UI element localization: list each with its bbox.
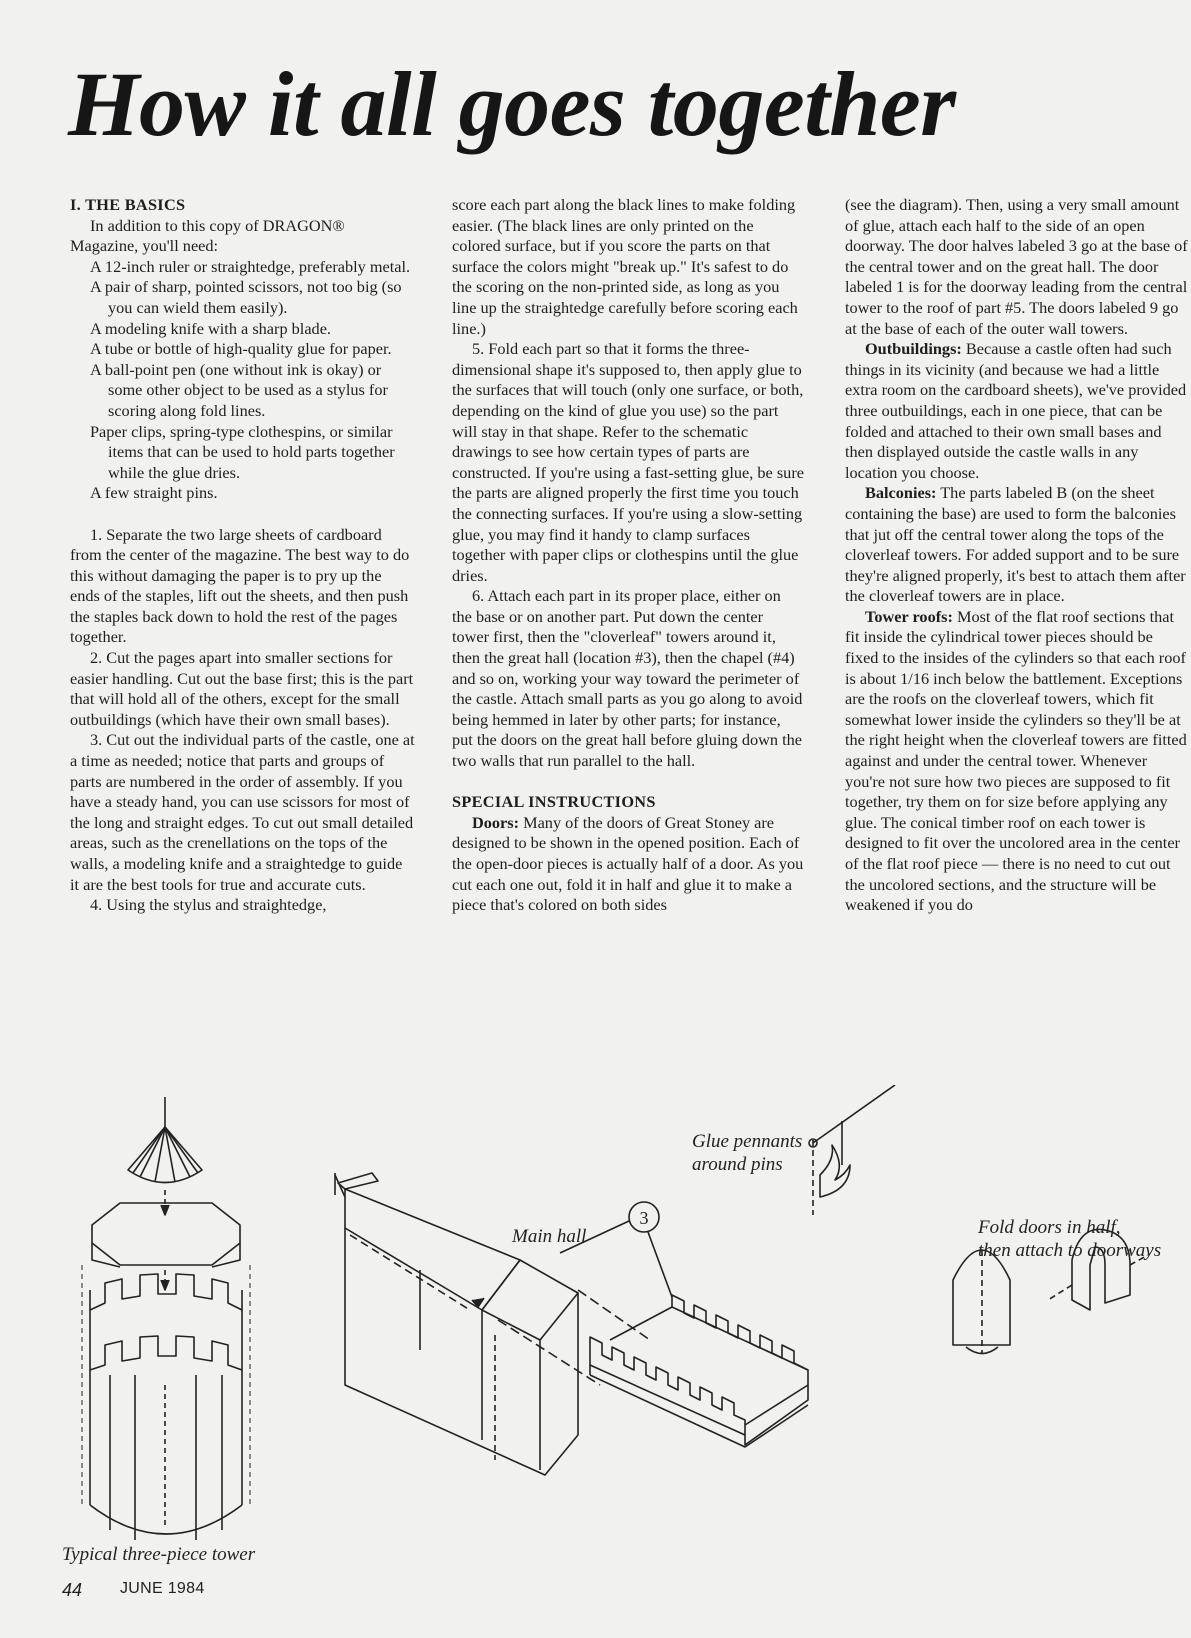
- page-number: 44: [62, 1580, 83, 1600]
- glue-pennants-label: [692, 1130, 802, 1176]
- tower-roofs-paragraph: [845, 607, 1190, 916]
- list-item: A ball-point pen (one without ink is okay) or some other object to be used as a stylus for scoring along fold lines.: [90, 359, 388, 420]
- main-hall-label: Main hall: [512, 1226, 587, 1247]
- main-hall-drawing: [335, 1173, 650, 1475]
- wall-pieces-drawing: [590, 1295, 808, 1447]
- tower-cylinder-drawing: [82, 1265, 250, 1540]
- step-2: 2. Cut the pages apart into smaller sections for easier handling. Cut out the base first; this is the part that will hold all of the others, except for the small outbuildings (which have their own small bases).: [70, 648, 414, 729]
- marker-3-callout: [560, 1202, 672, 1297]
- balconies-label: Balconies:: [865, 483, 937, 503]
- glue-pennants-line-1: Glue pennants: [692, 1131, 803, 1152]
- flat-roof-drawing: [92, 1203, 240, 1290]
- tower-roofs-text: Most of the flat roof sections that fit inside the cylindrical tower pieces should be fixed to the insides of the cylinders so that each roof is about 1/16 inch below the battlement. Exceptions are the roofs on the cloverleaf towers, which fit somewhat lower inside the cylinders so they'll be at the right height when the cloverleaf towers are fitted against and under the central tower. Whenever you're not sure how two pieces are supposed to fit together, try them on for size before applying any glue. The conical timber roof on each tower is designed to fit over the uncolored area in the center of the flat roof piece — there is no need to cut out the uncolored sections, and the structure will be weakened if you do: [845, 606, 1187, 915]
- basics-intro: In addition to this copy of DRAGON® Magazine, you'll need:: [70, 215, 345, 256]
- step-1: 1. Separate the two large sheets of cardboard from the center of the magazine. The best way to do this without damaging the paper is to pry up the ends of the staples, lift out the sheets, and then push the staples back down to hold the rest of the pages together.: [70, 524, 410, 647]
- column-3: [845, 195, 1190, 916]
- outbuildings-paragraph: [845, 339, 1190, 483]
- tower-roofs-label: Tower roofs:: [865, 606, 953, 626]
- step-6: 6. Attach each part in its proper place, either on the base or on another part. Put down the center tower first, then the "cloverleaf" towers around it, then the great hall (location #3), then the chapel (#4) and so on, working your way toward the perimeter of the castle. Attach small parts as you go along to avoid being hemmed in later by other parts; for instance, put the doors on the great hall before gluing down the two walls that run parallel to the hall.: [452, 586, 803, 771]
- conical-roof-drawing: [128, 1097, 202, 1215]
- column-2: [452, 195, 804, 916]
- step-4-continued: score each part along the black lines to make folding easier. (The black lines are only printed on the colored surface, but if you score the parts on that surface the colors might "break up." It's safest to do the scoring on the non-printed side, as long as you line up the straightedge carefully before scoring each line.): [452, 195, 798, 338]
- list-item: A tube or bottle of high-quality glue for paper.: [90, 339, 392, 359]
- pin-pennant-drawing: [809, 1085, 895, 1215]
- step-4: 4. Using the stylus and straightedge,: [90, 895, 327, 915]
- section-heading-special: SPECIAL INSTRUCTIONS: [452, 792, 656, 812]
- step-3: 3. Cut out the individual parts of the castle, one at a time as needed; notice that parts and groups of parts are numbered in the order of assembly. If you have a steady hand, you can use scissors for most of the long and straight edges. To cut out small detailed areas, such as the crenellations on the tops of the walls, a modeling knife and a straightedge to guide it are the best tools for true and accurate cuts.: [70, 730, 415, 894]
- glue-pennants-line-2: around pins: [692, 1154, 783, 1175]
- fold-doors-line-2: then attach to doorways: [978, 1240, 1162, 1261]
- doors-paragraph: [452, 813, 804, 916]
- outbuildings-label: Outbuildings:: [865, 339, 962, 359]
- page-title: How it all goes together: [68, 53, 956, 155]
- list-item: Paper clips, spring-type clothespins, or similar items that can be used to hold parts together while the glue dries.: [90, 421, 395, 482]
- fold-doors-line-1: Fold doors in half,: [978, 1217, 1121, 1238]
- marker-3-label: 3: [639, 1208, 649, 1228]
- section-heading-basics: I. THE BASICS: [70, 195, 186, 214]
- issue-date: JUNE 1984: [120, 1580, 205, 1597]
- fold-doors-label: [978, 1216, 1161, 1262]
- balconies-text: The parts labeled B (on the sheet containing the base) are used to form the balconies that jut off the central tower along the tops of the cloverleaf towers. For added support and to be sure they're aligned properly, it's best to attach them after the cloverleaf towers are in place.: [845, 483, 1186, 606]
- assembly-diagram: [0, 1085, 1191, 1555]
- column-1: [70, 195, 415, 916]
- list-item: A 12-inch ruler or straightedge, preferably metal.: [90, 256, 411, 276]
- doors-continued: (see the diagram). Then, using a very small amount of glue, attach each half to the side of an open doorway. The door halves labeled 3 go at the base of the central tower and on the great hall. The door labeled 1 is for the doorway leading from the central tower to the roof of part #5. The doors labeled 9 go at the base of each of the outer wall towers.: [845, 195, 1188, 338]
- list-item: A pair of sharp, pointed scissors, not too big (so you can wield them easily).: [90, 277, 402, 317]
- tower-caption: Typical three-piece tower: [62, 1544, 256, 1565]
- step-5: 5. Fold each part so that it forms the three-dimensional shape it's supposed to, then apply glue to the surfaces that will touch (only one surface, or both, depending on the kind of glue you use) so the part will stay in that shape. Refer to the schematic drawings to see how certain types of parts are constructed. If you're using a fast-setting glue, be sure the parts are aligned properly the first time you touch the connecting surfaces. If you're using a slow-setting glue, you may find it handy to clamp surfaces together with paper clips or clothespins until the glue dries.: [452, 339, 804, 585]
- list-item: A few straight pins.: [90, 483, 218, 503]
- doors-label: Doors:: [472, 812, 520, 832]
- balconies-paragraph: [845, 483, 1190, 607]
- doors-text: Many of the doors of Great Stoney are designed to be shown in the opened position. Each of the open-door pieces is actually half of a door. As you cut each one out, fold it in half and glue it to make a piece that's colored on both sides: [452, 812, 804, 915]
- outbuildings-text: Because a castle often had such things in its vicinity (and because we had a little extra room on the cardboard sheets), we've provided three outbuildings, each in one piece, that can be folded and attached to their own small bases and then displayed outside the castle walls in any location you choose.: [845, 339, 1187, 482]
- list-item: A modeling knife with a sharp blade.: [90, 318, 331, 338]
